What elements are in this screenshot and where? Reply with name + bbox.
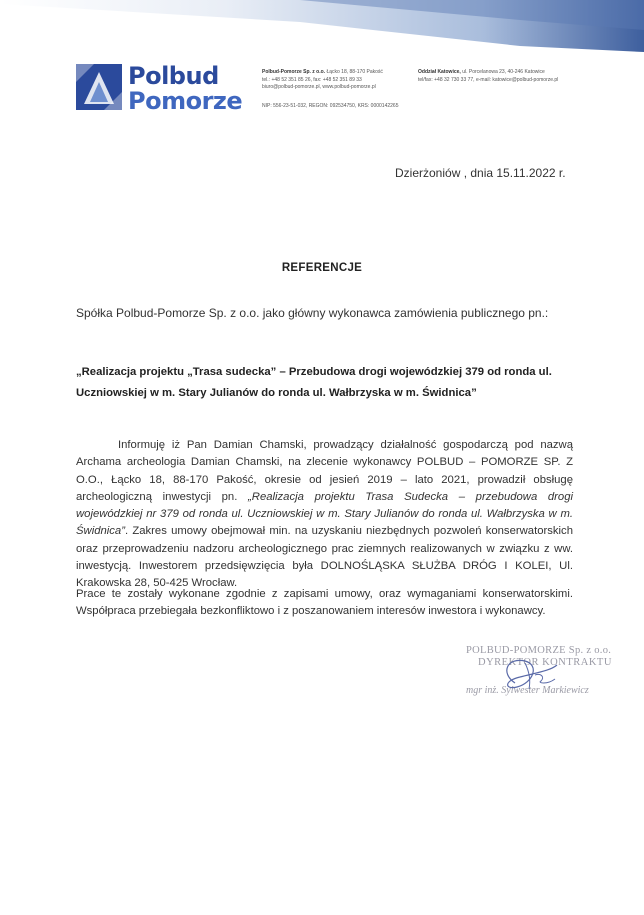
letter-date: Dzierżoniów , dnia 15.11.2022 r. bbox=[395, 166, 566, 180]
stamp-name: mgr inż. Sylwester Markiewicz bbox=[466, 685, 589, 696]
body-paragraph-2: Prace te zostały wykonane zgodnie z zapisami umowy, oraz wymaganiami konserwatorskimi. Współpraca przebiegała bezkonfliktowo i z poszanowaniem interesów inwestora i wykonawcy. bbox=[76, 588, 573, 618]
project-name bbox=[76, 362, 576, 404]
body-paragraph-1 bbox=[76, 437, 573, 593]
project-name-line2: Uczniowskiej w m. Stary Julianów do ronda ul. Wałbrzyska w m. Świdnica” bbox=[76, 387, 477, 399]
logo-text-line2: Pomorze bbox=[128, 87, 243, 115]
branch-address: ul. Porcelanowa 23, 40-246 Katowice bbox=[462, 69, 545, 75]
hq-contact: biuro@polbud-pomorze.pl, www.polbud-pomorze.pl bbox=[262, 84, 376, 91]
body-p1-part-b: . Zakres umowy obejmował min. na uzyskaniu niezbędnych pozwoleń konserwatorskich oraz przeprowadzeniu nadzoru archeologicznego prac ziemnych realizowanych w związku z ww. inwestycją. Inwestorem przedsięwzięcia była DOLNOŚLĄSKA SŁUŻBA DRÓG I KOLEI, Ul. Krakowska 28, 50-425 Wrocław. bbox=[76, 525, 573, 590]
branch-contact: tel/fax: +48 32 730 33 77, e-mail: katowice@polbud-pomorze.pl bbox=[418, 76, 559, 83]
branch-info bbox=[418, 69, 558, 84]
registry-info: NIP: 556-23-51-032, REGON: 092534750, KRS: 0000142265 bbox=[262, 103, 399, 109]
logo-text-line1: Polbud bbox=[128, 62, 219, 90]
stamp-company: POLBUD-POMORZE Sp. z o.o. bbox=[466, 645, 612, 656]
letter-title: REFERENCJE bbox=[281, 262, 363, 274]
header-band bbox=[0, 0, 644, 60]
letter-intro: Spółka Polbud-Pomorze Sp. z o.o. jako główny wykonawca zamówienia publicznego pn.: bbox=[76, 306, 549, 320]
hq-name: Polbud-Pomorze Sp. z o.o. bbox=[262, 69, 326, 75]
hq-address: Łącko 18, 88-170 Pakość bbox=[326, 69, 383, 75]
body-p1-part-a: Informuję iż Pan Damian Chamski, prowadzący działalność gospodarczą pod nazwą Archama archeologia Damian Chamski, na zlecenie wykonawcy POLBUD – POMORZE SP. Z O.O., Łącko 18, 88-170 Pakość, okresie od jesień 2019 – lato 2021, prowadził obsługę archeologiczną inwestycji pn. bbox=[76, 439, 573, 503]
branch-name: Oddział Katowice, bbox=[418, 69, 461, 75]
stamp bbox=[440, 645, 620, 705]
body-p1-italic: „Realizacja projektu Trasa Sudecka – przebudowa drogi wojewódzkiej nr 379 od ronda ul. Uczniowskiej w m. Stary Julianów do ronda ul. Wałbrzyska w m. Świdnica” bbox=[76, 490, 574, 538]
company-logo bbox=[76, 62, 243, 115]
hq-info bbox=[262, 69, 383, 92]
handwritten-signature bbox=[495, 653, 565, 695]
stamp-position: DYREKTOR KONTRAKTU bbox=[478, 657, 612, 668]
logo-mark-icon bbox=[76, 64, 122, 110]
hq-phone: tel.: +48 52 351 85 26, fax: +48 52 351 89 33 bbox=[262, 76, 362, 83]
project-name-line1: „Realizacja projektu „Trasa sudecka” – Przebudowa drogi wojewódzkiej 379 od ronda ul. bbox=[76, 366, 552, 378]
